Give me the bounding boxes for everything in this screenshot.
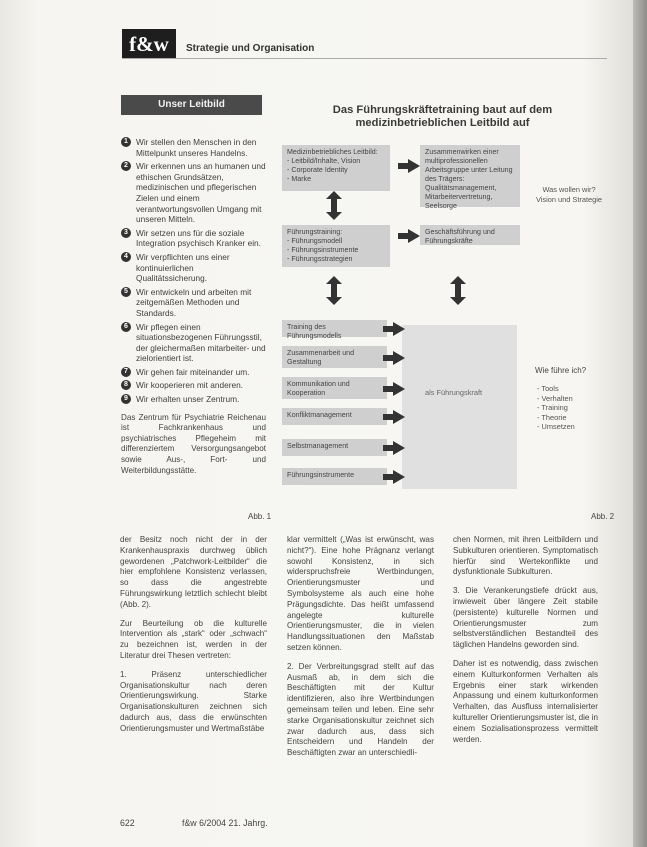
leitbild-heading: Unser Leitbild bbox=[121, 95, 262, 115]
leitbild-item bbox=[121, 228, 266, 249]
leitbild-item bbox=[121, 137, 266, 158]
leitbild-text: Wir entwickeln und arbeiten mit zeitgemäßen Methoden und Standards. bbox=[136, 286, 252, 318]
paragraph: 1. Präsenz unterschiedlicher Organisationskultur nach deren Orientierungswirkung. Starke Organisationskulturen zeichnen sich dadurch aus, dass die erwünschten Orientierungsmuster und Wertmaßstäbe bbox=[120, 669, 267, 733]
leitbild-number: 8 bbox=[121, 380, 131, 390]
leitbild-center-text: Das Zentrum für Psychiatrie Reichenau ist Fachkrankenhaus und psychiatrisches Pflegeheim mit differenziertem Versorgungsangebot sowie Aus-, Fort- und Weiterbildungsstätte. bbox=[121, 412, 266, 475]
journal-logo: f&w bbox=[122, 29, 176, 59]
leitbild-list bbox=[121, 137, 266, 476]
leitbild-item bbox=[121, 322, 266, 364]
leitbild-item bbox=[121, 380, 266, 391]
leitbild-text: Wir gehen fair miteinander um. bbox=[136, 366, 250, 377]
text-column-2 bbox=[287, 535, 434, 767]
paragraph: der Besitz noch nicht der in der Krankenhauspraxis durchweg üblich gewordenen „Patchwork-Leitbilder“ die hier empfohlene Konsistenz verlassen, so dass die angestrebte Führungswirkung letztlich schlecht bleibt (Abb. 2). bbox=[120, 535, 267, 609]
leitbild-number: 7 bbox=[121, 367, 131, 377]
arrow-right-icon bbox=[408, 229, 420, 243]
paragraph: 3. Die Verankerungstiefe drückt aus, inwieweit über längere Zeit stabile (persistente) kulturelle Normen und Orientierungsmuster zum selbstverständlichen Bestandteil des täglichen Handelns geworden sind. bbox=[453, 586, 598, 650]
page-number: 622 bbox=[120, 818, 135, 828]
paragraph: Zur Beurteilung ob die kulturelle Intervention als „stark“ oder „schwach“ zu bezeichnen ist, werden in der Literatur drei Thesen vertreten: bbox=[120, 618, 267, 660]
vision-label: Was wollen wir? Vision und Strategie bbox=[535, 185, 602, 204]
leitbild-text: Wir erkennen uns an humanen und ethischen Grundsätzen, medizinischen und pflegerischen Zielen und einem verantwortungsvollen Umgang mit unseren Mitteln. bbox=[136, 161, 266, 225]
arrow-right-icon bbox=[393, 382, 405, 396]
box-geschaeftsfuehrung: Geschäftsführung und Führungskräfte bbox=[420, 225, 520, 245]
paragraph: 2. Der Verbreitungsgrad stellt auf das Ausmaß ab, in dem sich die Beschäftigten mit der Kultur identifizieren, also ihre Wertbindungen gemeinsam teilen und leben. Eine sehr starke Organisationskultur zeichnet sich zwar dadurch aus, dass sich Entscheidern und Handeln der Beschäftigten zwar an unterschiedli- bbox=[287, 661, 434, 758]
leitbild-text: Wir stellen den Menschen in den Mittelpunkt unseres Handelns. bbox=[136, 137, 257, 158]
box-fuehrungstraining: Führungstraining: - Führungsmodell - Führungsinstrumente - Führungsstrategien bbox=[282, 225, 390, 267]
paragraph: chen Normen, mit ihren Leitbildern und Subkulturen orientieren. Symptomatisch hierfür sind Wertekonflikte und dysfunktionale Subkulturen. bbox=[453, 535, 598, 577]
arrow-right-icon bbox=[393, 351, 405, 365]
fuehrung-question: Wie führe ich? bbox=[535, 366, 587, 375]
leitbild-number: 4 bbox=[121, 252, 131, 262]
arrow-right-icon bbox=[393, 322, 405, 336]
double-arrow-icon bbox=[331, 283, 337, 298]
center-label: als Führungskraft bbox=[425, 388, 483, 397]
arrow-right-icon bbox=[393, 470, 405, 484]
box-medizinbetriebliches-leitbild: Medizinbetriebliches Leitbild: - Leitbild/Inhalte, Vision - Corporate Identity - Marke bbox=[282, 145, 390, 191]
leitbild-item bbox=[121, 252, 266, 284]
text-column-1 bbox=[120, 535, 267, 743]
figure-label-1: Abb. 1 bbox=[248, 512, 272, 521]
leitbild-number: 6 bbox=[121, 322, 131, 332]
stack-box: Selbstmanagement bbox=[282, 439, 387, 456]
leitbild-text: Wir pflegen einen situationsbezogenen Führungsstil, der gleichermaßen mitarbeiter- und zielorientiert ist. bbox=[136, 321, 266, 364]
leitbild-text: Wir erhalten unser Zentrum. bbox=[136, 394, 240, 405]
double-arrow-icon bbox=[331, 198, 337, 213]
leitbild-item bbox=[121, 287, 266, 319]
stack-box: Zusammenarbeit und Gestaltung bbox=[282, 346, 387, 368]
page-binding-shadow bbox=[633, 0, 647, 847]
stack-box: Führungsinstrumente bbox=[282, 468, 387, 485]
leitbild-text: Wir kooperieren mit anderen. bbox=[136, 380, 243, 391]
section-title: Strategie und Organisation bbox=[186, 43, 315, 54]
arrow-right-icon bbox=[393, 410, 405, 424]
fuehrung-list: - Tools - Verhalten - Training - Theorie - Umsetzen bbox=[537, 384, 575, 432]
leitbild-number: 5 bbox=[121, 287, 131, 297]
double-arrow-icon bbox=[455, 283, 461, 298]
box-arbeitsgruppe: Zusammenwirken einer multiprofessionellen Arbeitsgruppe unter Leitung des Trägers: Qualitätsmanagement, Mitarbeitervertretung, Seelsorge bbox=[420, 145, 520, 207]
arrow-right-icon bbox=[393, 441, 405, 455]
leitbild-item bbox=[121, 394, 266, 405]
leitbild-item bbox=[121, 161, 266, 225]
paragraph: Daher ist es notwendig, dass zwischen einem Kulturkonformen Verhalten als Ergebnis einer stark wirkenden Anpassung und einem kulturkonformen Verhalten, das Ausfluss internalisierter kultureller Orientierungsmuster ist, die in einem Sozialisationsprozess vermittelt werden. bbox=[453, 658, 598, 744]
stack-box: Konfliktmanagement bbox=[282, 408, 387, 425]
figure-label-2: Abb. 2 bbox=[591, 512, 615, 521]
paragraph: klar vermittelt („Was ist erwünscht, was nicht?“). Eine hohe Prägnanz verlangt sowohl Konsistenz, in sich widerspruchsfreie Wertbindungen, Orientierungsmuster und Symbolsysteme als auch eine hohe Prägungsdichte. Das heißt umfassend angelegte kulturelle Orientierungsmuster, die in vielen Handlungssituationen den Maßstab setzen können. bbox=[287, 535, 434, 652]
header-rule bbox=[122, 58, 607, 59]
leitbild-text: Wir verpflichten uns einer kontinuierlichen Qualitätssicherung. bbox=[136, 251, 230, 284]
diagram-title: Das Führungskräftetraining baut auf dem medizinbetrieblichen Leitbild auf bbox=[332, 104, 553, 129]
journal-citation: f&w 6/2004 21. Jahrg. bbox=[182, 818, 268, 828]
leadership-area bbox=[402, 325, 517, 489]
leitbild-text: Wir setzen uns für die soziale Integration psychisch Kranker ein. bbox=[136, 227, 261, 249]
stack-box: Kommunikation und Kooperation bbox=[282, 377, 387, 399]
leitbild-number: 2 bbox=[121, 161, 131, 171]
text-column-3 bbox=[453, 535, 598, 753]
leitbild-item bbox=[121, 367, 266, 378]
leitbild-number: 9 bbox=[121, 394, 131, 404]
leitbild-number: 1 bbox=[121, 137, 131, 147]
arrow-right-icon bbox=[408, 159, 420, 173]
leitbild-number: 3 bbox=[121, 228, 131, 238]
stack-box: Training des Führungsmodells bbox=[282, 320, 387, 337]
